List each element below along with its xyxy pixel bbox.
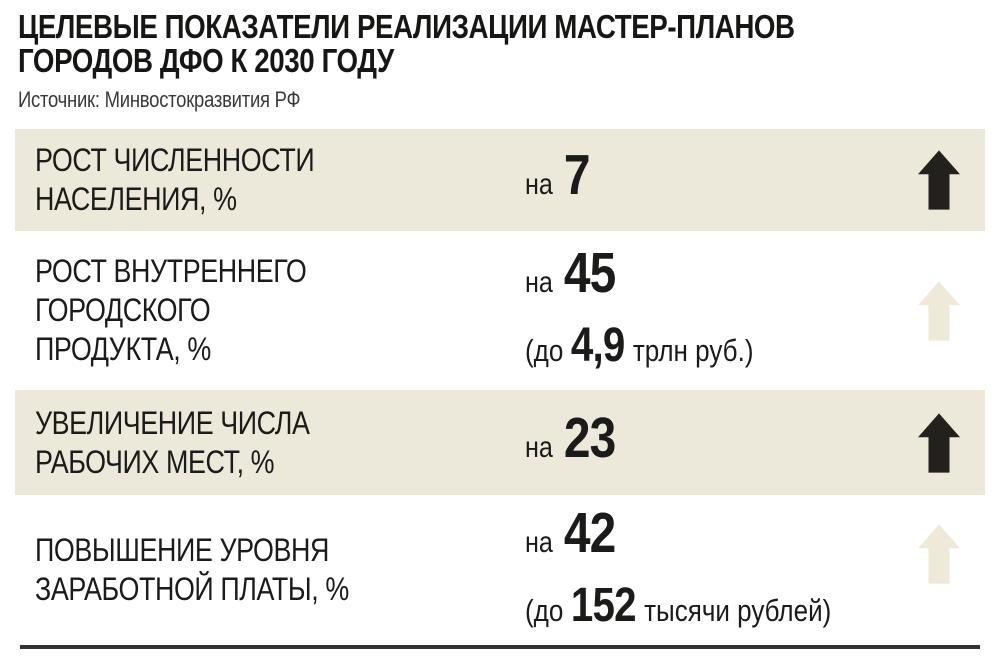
up-arrow-icon xyxy=(918,280,960,342)
indicator-value xyxy=(525,405,893,476)
up-arrow-icon xyxy=(918,523,960,585)
value-number: 7 xyxy=(563,143,590,207)
detail-suffix: трлн руб.) xyxy=(632,333,754,368)
detail-prefix: (до xyxy=(525,592,564,628)
arrow-column xyxy=(893,523,985,585)
indicator-label-line: РАБОЧИХ МЕСТ, % xyxy=(35,443,275,480)
indicator-label xyxy=(15,404,525,482)
detail-number: 152 xyxy=(570,578,636,632)
page-title-line-2: ГОРОДОВ ДФО К 2030 ГОДУ xyxy=(18,42,394,79)
indicator-value xyxy=(525,143,893,213)
indicator-label xyxy=(15,252,525,369)
indicator-label-line: ЗАРАБОТНОЙ ПЛАТЫ, % xyxy=(35,571,349,607)
bottom-divider xyxy=(20,645,980,649)
value-prefix: на xyxy=(525,430,553,464)
indicator-label-line: РОСТ ЧИСЛЕННОСТИ xyxy=(35,142,315,178)
arrow-column xyxy=(893,412,985,474)
source-note: Источник: Минвостокразвития РФ xyxy=(18,87,301,112)
indicator-value-main xyxy=(525,500,834,571)
value-prefix: на xyxy=(525,266,553,299)
indicator-value-main xyxy=(525,241,834,311)
indicator-label xyxy=(15,531,525,609)
up-arrow-icon xyxy=(918,149,960,211)
indicator-label-line: ПОВЫШЕНИЕ УРОВНЯ xyxy=(35,532,329,568)
indicator-value xyxy=(525,500,893,636)
indicator-value-detail xyxy=(525,578,834,636)
page-title xyxy=(18,10,795,78)
indicator-row-wages xyxy=(15,495,985,645)
value-prefix: на xyxy=(525,168,553,201)
value-prefix: на xyxy=(525,525,553,559)
value-number: 45 xyxy=(563,241,616,305)
indicator-label-line: УВЕЛИЧЕНИЕ ЧИСЛА xyxy=(35,404,310,441)
indicator-label-line: РОСТ ВНУТРЕННЕГО xyxy=(35,253,307,289)
up-arrow-icon xyxy=(918,412,960,474)
indicator-label-line: ГОРОДСКОГО xyxy=(35,292,211,328)
indicator-row-population xyxy=(15,129,985,231)
indicator-label-line: ПРОДУКТА, % xyxy=(35,331,211,367)
detail-prefix: (до xyxy=(525,333,564,368)
indicator-row-city-product xyxy=(15,231,985,390)
arrow-column xyxy=(893,149,985,211)
indicator-label-line: НАСЕЛЕНИЯ, % xyxy=(35,181,237,217)
detail-suffix: тысячи рублей) xyxy=(644,592,832,628)
indicator-value-main xyxy=(525,405,834,476)
indicator-value-detail xyxy=(525,321,834,376)
header xyxy=(18,10,943,113)
indicator-value xyxy=(525,241,893,376)
indicator-row-jobs xyxy=(15,390,985,495)
arrow-column xyxy=(893,280,985,342)
page-title-line-1: ЦЕЛЕВЫЕ ПОКАЗАТЕЛИ РЕАЛИЗАЦИИ МАСТЕР-ПЛАНОВ xyxy=(18,8,795,45)
detail-number: 4,9 xyxy=(570,319,625,372)
indicator-value-main xyxy=(525,143,834,213)
value-number: 42 xyxy=(563,500,616,565)
indicator-label xyxy=(15,141,525,219)
value-number: 23 xyxy=(563,405,616,470)
